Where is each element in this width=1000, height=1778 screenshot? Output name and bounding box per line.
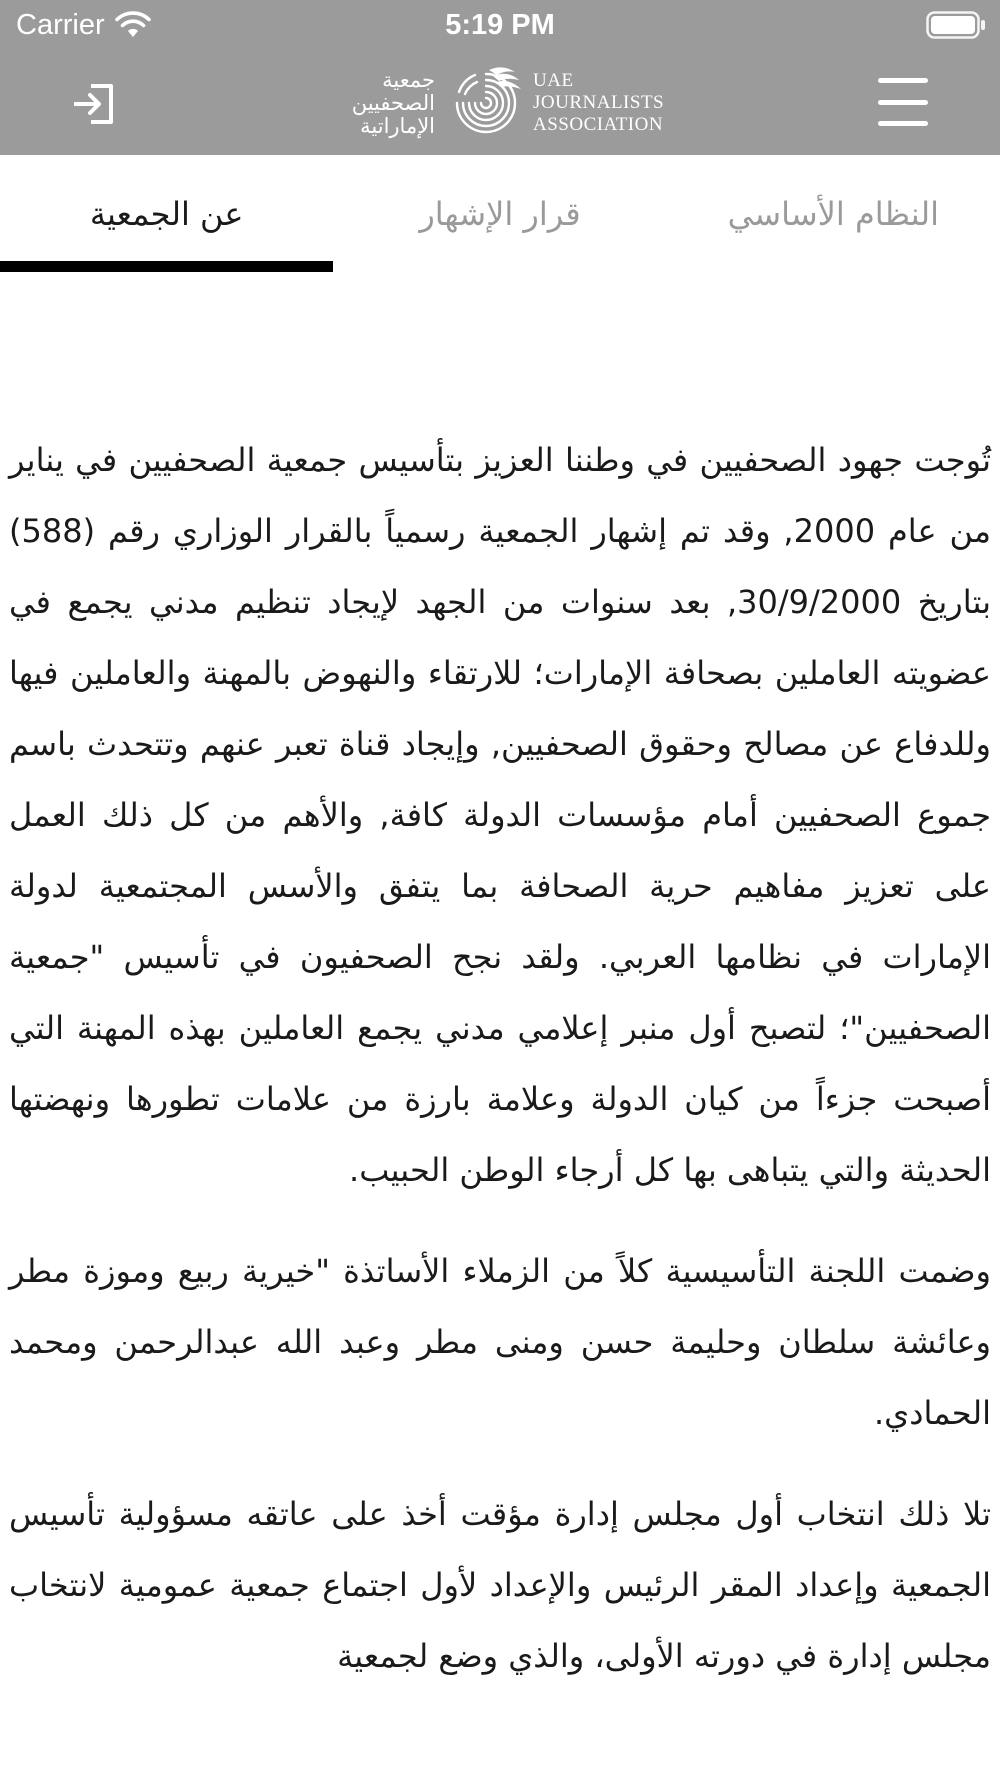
content-paragraph: تُوجت جهود الصحفيين في وطننا العزيز بتأسيس جمعية الصحفيين في يناير من عام 2000, وقد تم إشهار الجمعية رسمياً بالقرار الوزاري رقم (588) بتاريخ 30/9/2000, بعد سنوات من الجهد لإيجاد تنظيم مدني يجمع في عضويته العاملين بصحافة الإمارات؛ للارتقاء والنهوض بالمهنة والعاملين فيها وللدفاع عن مصالح وحقوق الصحفيين, وإيجاد قناة تعبر عنهم وتتحدث باسم جموع الصحفيين أمام مؤسسات الدولة كافة, والأهم من كل ذلك العمل على تعزيز مفاهيم حرية الصحافة بما يتفق والأسس المجتمعية لدولة الإمارات في نظامها العربي. ولقد نجح الصحفيون في تأسيس "جمعية الصحفيين"؛ لتصبح أول منبر إعلامي مدني يجمع العاملين بهذه المهنة التي أصبحت جزءاً من كيان الدولة وعلامة بارزة من علامات تطورها ونهضتها الحديثة والتي يتباهى بها كل أرجاء الوطن الحبيب.	[9, 441, 992, 1189]
menu-icon	[878, 78, 928, 83]
tab-about[interactable]	[0, 155, 333, 272]
tab-declaration-decision[interactable]	[333, 155, 666, 272]
battery-icon	[926, 11, 986, 39]
tab-label: النظام الأساسي	[727, 195, 940, 233]
logo-arabic-text: جمعية الصحفيين الإماراتية	[351, 67, 435, 138]
status-bar	[0, 0, 1000, 50]
menu-button[interactable]	[878, 74, 932, 130]
association-logo	[320, 60, 680, 146]
login-icon	[71, 81, 117, 127]
status-time: 5:19 PM	[445, 9, 555, 41]
login-button[interactable]	[68, 78, 120, 130]
tab-label: عن الجمعية	[89, 195, 244, 233]
tab-bar	[0, 155, 1000, 272]
app-header	[0, 50, 1000, 155]
tab-label: قرار الإشهار	[419, 195, 581, 233]
content-paragraph: وضمت اللجنة التأسيسية كلاً من الزملاء الأساتذة "خيرية ربيع وموزة مطر وعائشة سلطان وحليمة حسن ومنى مطر وعبد الله عبدالرحمن ومحمد الحمادي.	[9, 1252, 991, 1432]
logo-english-text: UAE JOURNALISTS ASSOCIATION	[533, 70, 665, 135]
content-paragraph: تلا ذلك انتخاب أول مجلس إدارة مؤقت أخذ على عاتقه مسؤولية تأسيس الجمعية وإعداد المقر الرئيس والإعداد لأول اجتماع جمعية عمومية لانتخاب مجلس إدارة في دورته الأولى، والذي وضع لجمعية	[9, 1495, 991, 1675]
carrier-label: Carrier	[16, 9, 105, 41]
about-content	[9, 425, 991, 1722]
tab-statute[interactable]	[667, 155, 1000, 272]
fingerprint-logo-icon	[445, 62, 527, 144]
